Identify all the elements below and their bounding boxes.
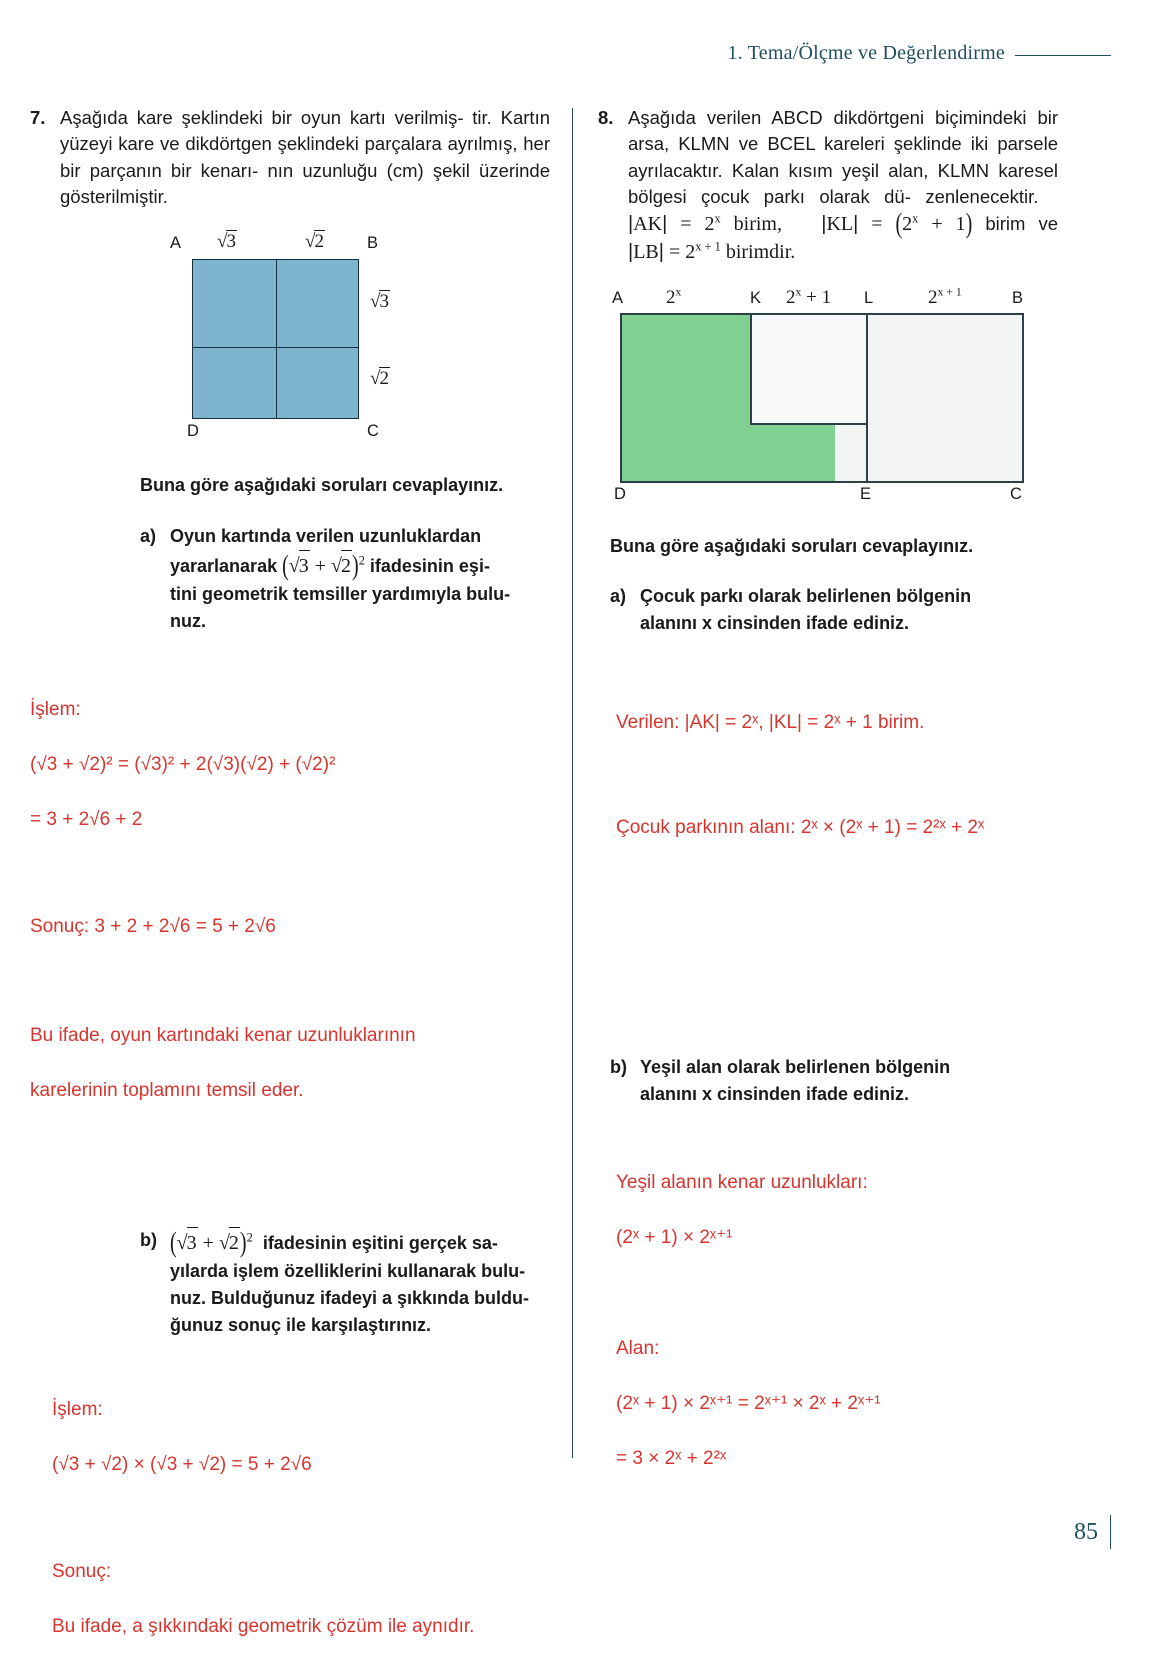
page-number-block [1074,1515,1111,1549]
q8-part-a-text [640,583,1058,637]
fig7-label-A: A [170,234,182,253]
q7-prompt-line4: nın uzunluğu (cm) şekil üzerinde gösterilmiştir. [60,159,550,207]
fig8-square-KLMN [750,315,868,425]
q7a-line2-post: ifadesinin eşi- [369,555,490,576]
q8-answer-a-line2 [616,786,1058,869]
q8b-line2: alanını x cinsinden ifade ediniz. [640,1083,910,1104]
q7-part-a [140,523,550,635]
fig7-vertical-divider [276,259,277,419]
page-number: 85 [1074,1518,1098,1545]
q8b-line1: Yeşil alan olarak belirlenen bölgenin [640,1056,951,1077]
q7-part-b-text [170,1227,550,1339]
q8-part-b [610,1054,1058,1108]
left-column [30,105,550,1668]
fig8-label-K: K [750,288,762,307]
q7-prompt-line1: Aşağıda kare şeklindeki bir oyun kartı verilmiş- [60,107,464,128]
q7a-line4: nuz. [170,610,206,631]
q7-part-a-text [170,523,550,635]
q7b-expression: $(√3 + √2)^2$ [170,1226,253,1259]
q7-part-b-letter: b) [140,1229,157,1250]
q8-prompt-line4: KLMN karesel bölgesi çocuk parkı olarak dü- [628,159,1058,207]
q7b-line2: yılarda işlem özelliklerini kullanarak bulu- [170,1260,526,1281]
q8b-alan-line1: (2ˣ + 1) × 2ˣ⁺¹ = 2ˣ⁺¹ × 2ˣ + 2ˣ⁺¹ [616,1393,881,1415]
q7a-line3: tini geometrik temsiller yardımıyla bulu- [170,583,511,604]
q8-part-a-letter: a) [610,586,627,607]
q7-answer-a-islem [30,669,550,862]
question-8-number: 8. [598,107,614,128]
q8-prompt-line2: bir arsa, KLMN ve BCEL kareleri şeklinde iki [628,107,1058,155]
fig8-label-E: E [860,484,872,503]
fig8-label-L: L [864,288,874,307]
q8a-verilen: Verilen: |AK| = 2ˣ, |KL| = 2ˣ + 1 birim. [616,711,925,733]
q8-answer-b-alan [616,1307,1058,1500]
q8-prompt-line1: Aşağıda verilen ABCD dikdörtgeni biçimindeki [628,107,1027,128]
q7a-note-line1: Bu ifade, oyun kartındaki kenar uzunluklarının [30,1024,416,1046]
q7a-islem-line2: = 3 + 2√6 + 2 [30,809,143,831]
q7b-islem-line1: (√3 + √2) × (√3 + √2) = 5 + 2√6 [52,1454,312,1476]
fig7-label-B: B [367,234,379,253]
q8-prompt-line3: parsele ayrılacaktır. Kalan kısım yeşil alan, [628,133,1058,181]
page-number-rule [1110,1515,1111,1549]
question-7 [30,105,550,210]
q7-answer-b-islem [52,1369,550,1507]
question-7-prompt [60,105,550,210]
q7-answer-a-sonuc [30,885,550,968]
q7a-note-line2: karelerinin toplamını temsil eder. [30,1079,304,1101]
fig8-len-KL: $2^x + 1$ [786,285,832,308]
fig8-len-LB: $2^{x + 1}$ [928,285,962,308]
fig7-label-D: D [187,422,199,441]
q7a-islem-label: İşlem: [30,699,81,721]
q7b-sonuc-label: Sonuç: [52,1561,112,1583]
page-header [728,42,1111,65]
fig7-len-right-top: √3 [370,291,389,313]
fig8-label-D: D [614,484,626,503]
q8-part-b-text [640,1054,1058,1108]
fig8-label-C: C [1010,484,1022,503]
question-8-prompt [628,105,1058,267]
header-rule [1015,55,1111,56]
fig7-horizontal-divider [192,347,359,348]
q8a-line2: alanını x cinsinden ifade ediniz. [640,613,910,634]
q8-answer-b-kenar [616,1142,1058,1280]
fig8-segment-LE [866,313,868,483]
q8-prompt-line5-pre: zenlenecektir. [925,185,1039,207]
q8-part-a [610,583,1058,637]
q7b-line1-post: ifadesinin eşitini gerçek sa- [262,1232,498,1253]
q7-intro: Buna göre aşağıdaki soruları cevaplayınız. [140,475,504,496]
q7b-line3: nuz. Bulduğunuz ifadeyi a şıkkında buldu- [170,1287,530,1308]
q8b-kenar-line: (2ˣ + 1) × 2ˣ⁺¹ [616,1227,733,1249]
q8b-kenar-label: Yeşil alanın kenar uzunlukları: [616,1172,868,1194]
question-8 [598,105,1058,267]
question-7-figure [165,232,415,447]
q7b-sonuc-line1: Bu ifade, a şıkkındaki geometrik çözüm ile aynıdır. [52,1616,475,1638]
fig7-len-right-bottom: √2 [370,368,389,390]
q8-intro: Buna göre aşağıdaki soruları cevaplayınız. [610,535,974,556]
q8b-alan-label: Alan: [616,1337,660,1359]
q8a-alan: Çocuk parkının alanı: 2ˣ × (2ˣ + 1) = 2²ˣ + 2ˣ [616,816,985,838]
q8-part-b-letter: b) [610,1056,627,1077]
q7-prompt-line2: tir. Kartın yüzeyi kare ve dikdörtgen şeklindeki [60,107,550,155]
q7a-sonuc: Sonuç: 3 + 2 + 2√6 = 5 + 2√6 [30,915,276,937]
q7-prompt-line3: parçalara ayrılmış, her bir parçanın bir kenarı- [60,133,551,181]
q8a-line1: Çocuk parkı olarak belirlenen bölgenin [640,586,972,607]
fig7-label-C: C [367,422,379,441]
q8b-alan-line2: = 3 × 2ˣ + 2²ˣ [616,1448,727,1470]
q7a-line1: Oyun kartında verilen uzunluklardan [170,525,482,546]
q8-expr-KL: $|KL| = (2^x + 1)$ [821,208,973,240]
q8-prompt-line6-pre: birim ve [985,213,1059,235]
fig7-len-top-right: √2 [305,231,324,253]
column-divider [572,108,573,1458]
fig8-label-B: B [1012,288,1024,307]
right-column [598,105,1058,1500]
q7-part-a-letter: a) [140,525,157,546]
fig8-label-A: A [612,288,624,307]
question-7-number: 7. [30,107,46,128]
q8-expr-LB: $|LB| = 2^{x + 1}$ birimdir. [628,239,796,264]
q8-answer-a-line1 [616,681,1058,764]
q7a-expression: $(√3 + √2)^2$ [282,549,365,582]
q7b-islem-label: İşlem: [52,1399,103,1421]
question-8-figure [598,287,1048,512]
fig8-len-AK: 2$^x$ [666,285,682,308]
q7-answer-a-note [30,994,550,1132]
fig7-len-top-left: √3 [217,231,236,253]
q7-part-b [140,1227,550,1339]
q8-expr-AK: $|AK| = 2^x$ birim, [628,211,782,236]
q7a-line2-pre: yararlanarak [170,555,278,576]
q7b-line4: ğunuz sonuç ile karşılaştırınız. [170,1314,432,1335]
q7a-islem-line1: (√3 + √2)² = (√3)² + 2(√3)(√2) + (√2)² [30,754,336,776]
q7-answer-b-sonuc [52,1531,550,1668]
header-title: 1. Tema/Ölçme ve Değerlendirme [727,42,1005,64]
